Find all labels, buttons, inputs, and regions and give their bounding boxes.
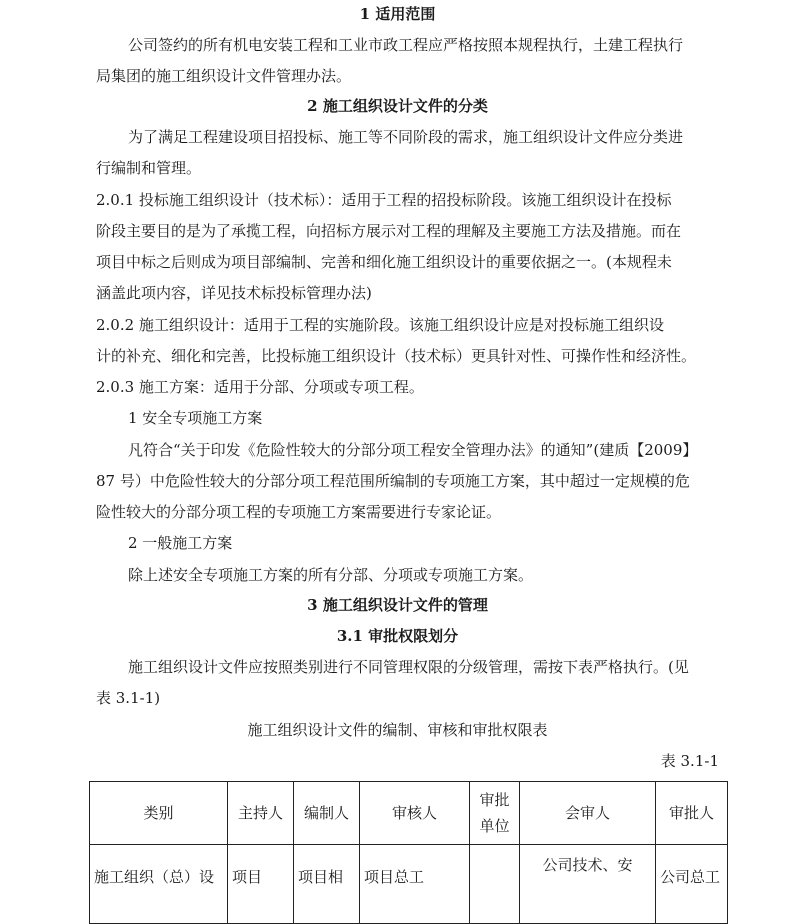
paragraph-line: 2 一般施工方案 [128, 534, 233, 552]
header-approving-unit-line1: 审批 [479, 791, 510, 809]
paragraph-line: 险性较大的分部分项工程的专项施工方案需要进行专家论证。 [96, 503, 502, 521]
paragraph-line: 87 号）中危险性较大的分部分项工程范围所编制的专项施工方案，其中超过一定规模的危 [96, 472, 690, 490]
paragraph-line: 除上述安全专项施工方案的所有分部、分项或专项施工方案。 [128, 566, 534, 584]
paragraph-line: 1 安全专项施工方案 [128, 409, 263, 427]
paragraph-line: 凡符合“关于印发《危险性较大的分部分项工程安全管理办法》的通知”(建质【2009】 [128, 441, 698, 459]
header-host: 主持人 [228, 782, 294, 845]
header-joint-reviewer: 会审人 [520, 782, 656, 845]
paragraph-line: 公司签约的所有机电安装工程和工业市政工程应严格按照本规程执行，土建工程执行 [128, 36, 684, 54]
paragraph-line: 施工组织设计文件应按照类别进行不同管理权限的分级管理，需按下表严格执行。(见 [128, 658, 689, 676]
approval-authority-table [89, 781, 728, 924]
table-number: 表 3.1-1 [660, 752, 719, 770]
cell-category: 施工组织（总）设 [90, 845, 228, 924]
cell-approver: 公司总工 [656, 845, 728, 924]
header-approving-unit-line2: 单位 [479, 817, 510, 835]
header-category: 类别 [90, 782, 228, 845]
paragraph-line: 涵盖此项内容，详见技术标投标管理办法) [96, 284, 372, 302]
section-3-1-heading: 3.1 审批权限划分 [336, 627, 459, 645]
header-reviewer: 审核人 [360, 782, 470, 845]
header-approving-unit [470, 782, 520, 845]
paragraph-line: 为了满足工程建设项目招投标、施工等不同阶段的需求，施工组织设计文件应分类进 [128, 128, 684, 146]
section-3-heading: 3 施工组织设计文件的管理 [307, 596, 488, 614]
cell-reviewer: 项目总工 [360, 845, 470, 924]
paragraph-line: 2.0.1 投标施工组织设计（技术标）：适用于工程的招投标阶段。该施工组织设计在投标 [96, 191, 672, 209]
paragraph-line: 2.0.3 施工方案：适用于分部、分项或专项工程。 [96, 378, 424, 396]
paragraph-line: 阶段主要目的是为了承揽工程，向招标方展示对工程的理解及主要施工方法及措施。而在 [96, 222, 682, 240]
paragraph-line: 计的补充、细化和完善，比投标施工组织设计（技术标）更具针对性、可操作性和经济性。 [96, 347, 697, 365]
header-author: 编制人 [294, 782, 360, 845]
paragraph-line: 项目中标之后则成为项目部编制、完善和细化施工组织设计的重要依据之一。(本规程未 [96, 253, 672, 271]
paragraph-line: 表 3.1-1) [96, 689, 161, 707]
table-header-row [90, 782, 728, 845]
section-2-heading: 2 施工组织设计文件的分类 [307, 97, 488, 115]
table-row [90, 845, 728, 924]
cell-author: 项目相 [294, 845, 360, 924]
table-caption: 施工组织设计文件的编制、审核和审批权限表 [247, 721, 548, 739]
section-1-heading: 1 适用范围 [359, 5, 436, 23]
cell-approving-unit [470, 845, 520, 924]
cell-joint-reviewer: 公司技术、安 [520, 845, 656, 924]
header-approver: 审批人 [656, 782, 728, 845]
cell-host: 项目 [228, 845, 294, 924]
paragraph-line: 行编制和管理。 [96, 159, 202, 177]
paragraph-line: 2.0.2 施工组织设计：适用于工程的实施阶段。该施工组织设计应是对投标施工组织设 [96, 316, 664, 334]
paragraph-line: 局集团的施工组织设计文件管理办法。 [96, 67, 352, 85]
